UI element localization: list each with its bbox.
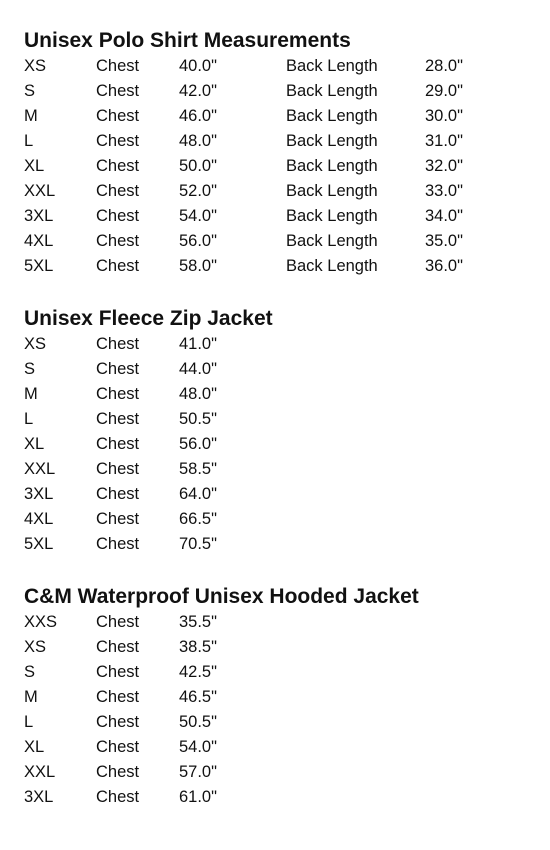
chest-value: 41.0" [179, 335, 217, 353]
size-row [24, 532, 534, 557]
chest-value: 38.5" [179, 638, 217, 656]
size-row [24, 785, 534, 810]
chest-value: 48.0" [179, 385, 217, 403]
chest-value: 42.0" [179, 82, 217, 100]
size-row [24, 79, 534, 104]
chest-label: Chest [96, 613, 140, 631]
back-length-label: Back Length [286, 57, 378, 75]
back-length-label: Back Length [286, 82, 378, 100]
size-label: XL [24, 157, 45, 175]
chest-label: Chest [96, 638, 140, 656]
chest-value: 56.0" [179, 232, 217, 250]
size-row [24, 482, 534, 507]
size-row [24, 254, 534, 279]
chest-label: Chest [96, 57, 140, 75]
size-row [24, 229, 534, 254]
chest-value: 54.0" [179, 207, 217, 225]
hooded-jacket-section [24, 585, 534, 810]
chest-label: Chest [96, 713, 140, 731]
size-label: 4XL [24, 510, 54, 528]
size-label: XS [24, 335, 47, 353]
back-length-value: 34.0" [425, 207, 463, 225]
size-row [24, 660, 534, 685]
chest-label: Chest [96, 385, 140, 403]
size-row [24, 457, 534, 482]
size-label: XXL [24, 460, 56, 478]
size-row [24, 382, 534, 407]
back-length-label: Back Length [286, 182, 378, 200]
size-label: M [24, 385, 38, 403]
chest-value: 64.0" [179, 485, 217, 503]
size-label: XS [24, 638, 47, 656]
size-row [24, 735, 534, 760]
chest-value: 61.0" [179, 788, 217, 806]
size-row [24, 154, 534, 179]
size-label: S [24, 82, 36, 100]
back-length-value: 32.0" [425, 157, 463, 175]
chest-value: 56.0" [179, 435, 217, 453]
size-label: 3XL [24, 485, 54, 503]
section-title: Unisex Fleece Zip Jacket [24, 307, 273, 330]
chest-value: 44.0" [179, 360, 217, 378]
size-label: 3XL [24, 207, 54, 225]
chest-value: 70.5" [179, 535, 217, 553]
back-length-value: 31.0" [425, 132, 463, 150]
size-rows [24, 54, 534, 279]
size-row [24, 760, 534, 785]
size-label: S [24, 663, 36, 681]
chest-label: Chest [96, 182, 140, 200]
size-row [24, 357, 534, 382]
size-row [24, 610, 534, 635]
section-title: C&M Waterproof Unisex Hooded Jacket [24, 585, 419, 608]
size-label: L [24, 132, 34, 150]
back-length-value: 35.0" [425, 232, 463, 250]
back-length-value: 30.0" [425, 107, 463, 125]
chest-label: Chest [96, 688, 140, 706]
size-row [24, 432, 534, 457]
chest-value: 66.5" [179, 510, 217, 528]
size-row [24, 129, 534, 154]
chest-label: Chest [96, 738, 140, 756]
chest-value: 46.5" [179, 688, 217, 706]
chest-value: 52.0" [179, 182, 217, 200]
size-row [24, 104, 534, 129]
back-length-label: Back Length [286, 157, 378, 175]
size-label: M [24, 688, 38, 706]
chest-label: Chest [96, 157, 140, 175]
back-length-label: Back Length [286, 107, 378, 125]
polo-shirt-section [24, 29, 534, 279]
chest-value: 42.5" [179, 663, 217, 681]
back-length-value: 33.0" [425, 182, 463, 200]
chest-label: Chest [96, 788, 140, 806]
size-rows [24, 332, 534, 557]
chest-label: Chest [96, 257, 140, 275]
chest-label: Chest [96, 435, 140, 453]
chest-label: Chest [96, 510, 140, 528]
size-row [24, 710, 534, 735]
back-length-label: Back Length [286, 232, 378, 250]
size-label: XL [24, 738, 45, 756]
size-label: XL [24, 435, 45, 453]
chest-value: 50.5" [179, 713, 217, 731]
size-label: XXL [24, 763, 56, 781]
chest-label: Chest [96, 360, 140, 378]
chest-value: 50.0" [179, 157, 217, 175]
chest-value: 58.0" [179, 257, 217, 275]
chest-label: Chest [96, 207, 140, 225]
size-rows [24, 610, 534, 810]
size-label: S [24, 360, 36, 378]
back-length-label: Back Length [286, 207, 378, 225]
size-label: L [24, 410, 34, 428]
chest-value: 48.0" [179, 132, 217, 150]
size-row [24, 332, 534, 357]
chest-value: 46.0" [179, 107, 217, 125]
size-row [24, 635, 534, 660]
chest-label: Chest [96, 535, 140, 553]
back-length-value: 28.0" [425, 57, 463, 75]
chest-label: Chest [96, 132, 140, 150]
chest-label: Chest [96, 485, 140, 503]
chest-value: 54.0" [179, 738, 217, 756]
size-row [24, 204, 534, 229]
size-label: 5XL [24, 535, 54, 553]
size-label: L [24, 713, 34, 731]
size-label: 5XL [24, 257, 54, 275]
size-row [24, 685, 534, 710]
size-label: XXL [24, 182, 56, 200]
chest-label: Chest [96, 763, 140, 781]
chest-label: Chest [96, 410, 140, 428]
size-label: M [24, 107, 38, 125]
back-length-value: 36.0" [425, 257, 463, 275]
back-length-label: Back Length [286, 257, 378, 275]
chest-value: 57.0" [179, 763, 217, 781]
chest-value: 35.5" [179, 613, 217, 631]
size-row [24, 407, 534, 432]
chest-value: 40.0" [179, 57, 217, 75]
back-length-value: 29.0" [425, 82, 463, 100]
size-row [24, 54, 534, 79]
section-title: Unisex Polo Shirt Measurements [24, 29, 351, 52]
chest-label: Chest [96, 335, 140, 353]
chest-label: Chest [96, 663, 140, 681]
chest-label: Chest [96, 82, 140, 100]
size-label: XXS [24, 613, 58, 631]
chest-label: Chest [96, 232, 140, 250]
chest-label: Chest [96, 107, 140, 125]
size-row [24, 179, 534, 204]
chest-label: Chest [96, 460, 140, 478]
size-label: 3XL [24, 788, 54, 806]
size-label: 4XL [24, 232, 54, 250]
chest-value: 50.5" [179, 410, 217, 428]
fleece-jacket-section [24, 307, 534, 557]
chest-value: 58.5" [179, 460, 217, 478]
size-label: XS [24, 57, 47, 75]
size-row [24, 507, 534, 532]
back-length-label: Back Length [286, 132, 378, 150]
